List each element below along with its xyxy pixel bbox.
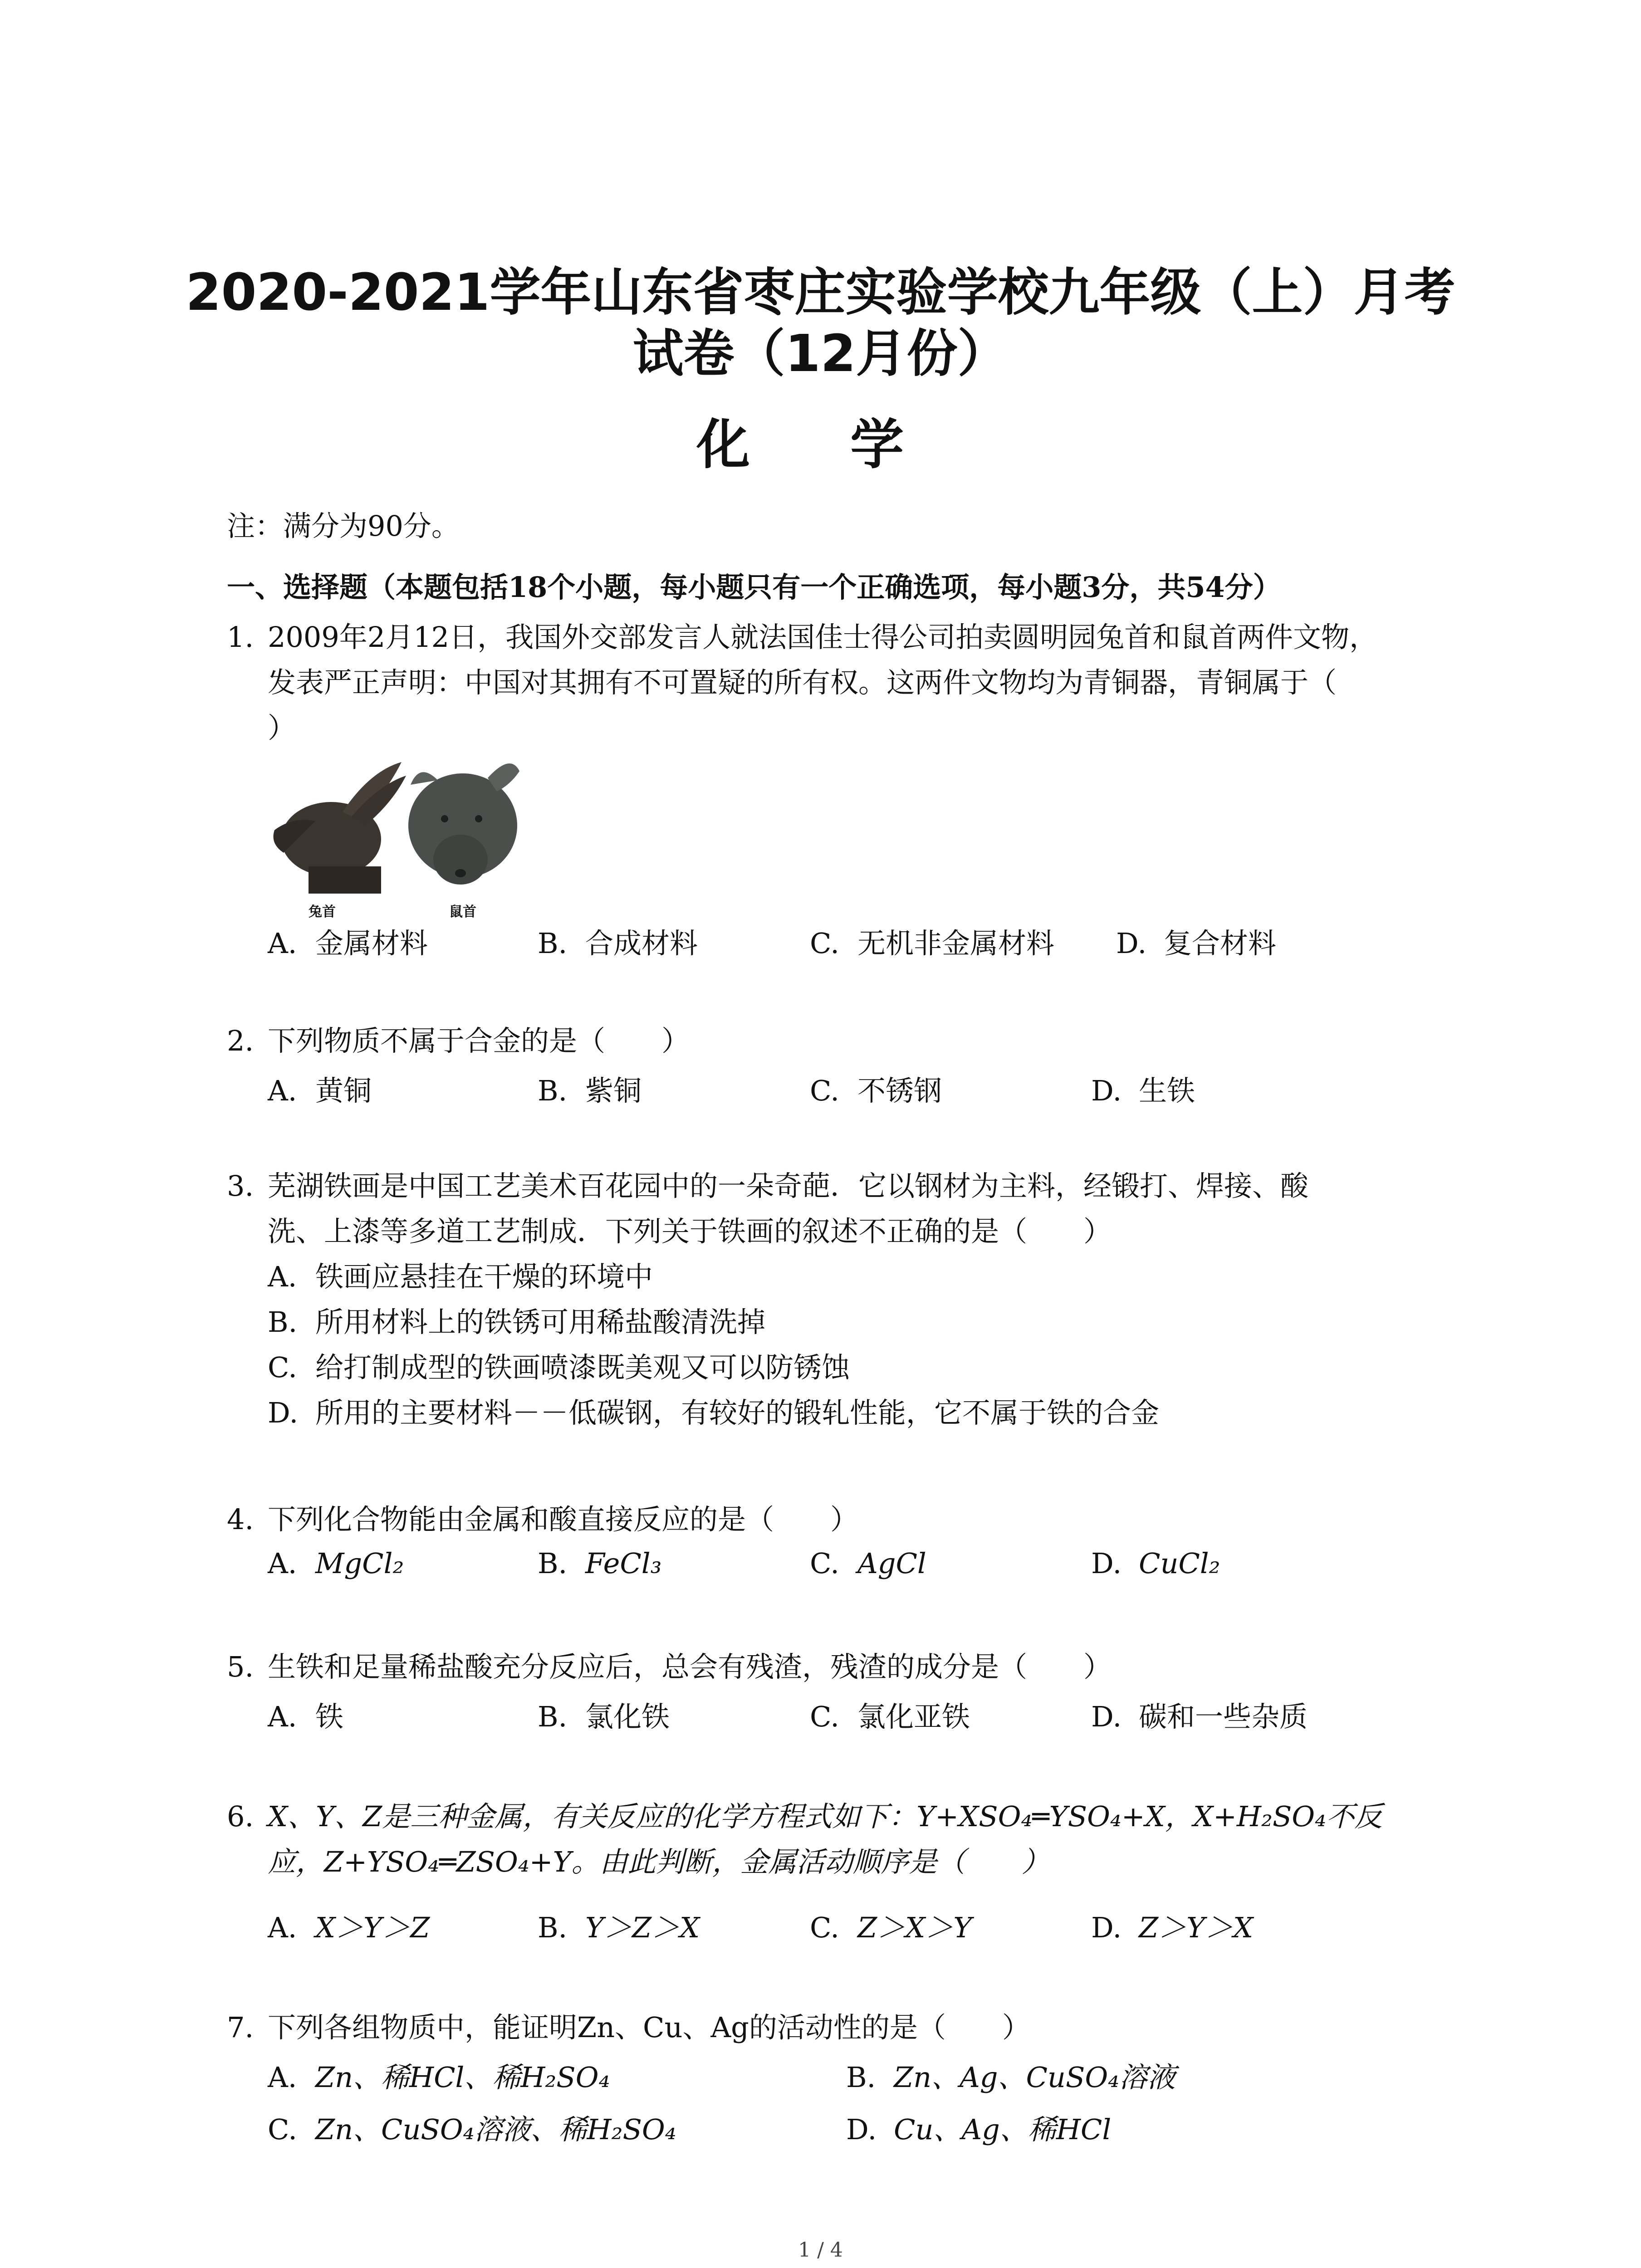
option-text: Zn、CuSO₄溶液、稀H₂SO₄ — [315, 2113, 676, 2146]
question-text: 生铁和足量稀盐酸充分反应后，总会有残渣，残渣的成分是（ ） — [268, 1650, 1112, 1683]
question-text: ） — [268, 711, 296, 744]
option-text: 所用的主要材料－－低碳钢，有较好的锻轧性能，它不属于铁的合金 — [315, 1396, 1160, 1429]
option-text: X＞Y＞Z — [315, 1911, 430, 1944]
option-label: D. — [268, 1396, 299, 1429]
question-text: 芜湖铁画是中国工艺美术百花园中的一朵奇葩．它以钢材为主料，经锻打、焊接、酸 — [268, 1169, 1309, 1202]
question-number: 6. — [227, 1800, 254, 1833]
option-text: 合成材料 — [585, 927, 698, 960]
question-text: 下列物质不属于合金的是（ ） — [268, 1024, 690, 1057]
option-text: AgCl — [857, 1547, 926, 1580]
option-text: FeCl₃ — [585, 1547, 662, 1580]
option-label: A. — [268, 927, 297, 960]
option-label: C. — [268, 1351, 297, 1384]
option-text: 黄铜 — [315, 1074, 372, 1107]
section-heading: 一、选择题（本题包括18个小题，每小题只有一个正确选项，每小题3分，共54分） — [227, 571, 1281, 604]
question-6 — [227, 1794, 1429, 1885]
option-label: B. — [538, 1074, 568, 1107]
option-label: B. — [268, 1305, 298, 1339]
artifact-image — [265, 753, 524, 921]
question-number: 5. — [227, 1650, 254, 1683]
option-label: D. — [1091, 1700, 1122, 1733]
option-text: Zn、稀HCl、稀H₂SO₄ — [315, 2061, 610, 2094]
option-text: 金属材料 — [315, 927, 428, 960]
option-label: D. — [1091, 1547, 1122, 1580]
option-text: Y＞Z＞X — [585, 1911, 700, 1944]
option-label: B. — [538, 927, 568, 960]
option-label: C. — [810, 927, 839, 960]
question-5 — [227, 1644, 1429, 1690]
question-number: 2. — [227, 1024, 254, 1057]
option-text: 紫铜 — [585, 1074, 642, 1107]
question-text: X、Y、Z是三种金属，有关反应的化学方程式如下：Y+XSO₄═YSO₄+X，X+H₂SO₄不反 — [268, 1800, 1382, 1833]
question-3 — [227, 1163, 1429, 1436]
question-number: 3. — [227, 1169, 254, 1202]
option-text: 给打制成型的铁画喷漆既美观又可以防锈蚀 — [315, 1351, 850, 1384]
question-2 — [227, 1018, 1429, 1064]
question-number: 4. — [227, 1503, 254, 1536]
option-c — [227, 1345, 1429, 1390]
option-label: A. — [268, 1547, 297, 1580]
option-b — [227, 1300, 1429, 1345]
question-4 — [227, 1497, 1429, 1542]
option-text: 铁画应悬挂在干燥的环境中 — [315, 1260, 653, 1293]
page-title-line2: 试卷（12月份） — [632, 324, 1009, 383]
score-note: 注：满分为90分。 — [227, 509, 460, 543]
option-text: 生铁 — [1139, 1074, 1195, 1107]
subject-heading: 化 学 — [696, 413, 945, 476]
option-label: D. — [1116, 927, 1147, 960]
option-label: B. — [538, 1911, 568, 1944]
rabbit-and-rat-heads-icon — [265, 753, 524, 903]
option-label: C. — [810, 1547, 839, 1580]
question-1 — [227, 615, 1429, 751]
question-text: 洗、上漆等多道工艺制成．下列关于铁画的叙述不正确的是（ ） — [268, 1215, 1112, 1248]
question-text: 下列化合物能由金属和酸直接反应的是（ ） — [268, 1503, 859, 1536]
page-number: 1 / 4 — [798, 2239, 843, 2262]
image-caption: 兔首 — [309, 904, 336, 920]
option-text: 铁 — [315, 1700, 344, 1733]
option-label: C. — [268, 2113, 297, 2146]
option-label: B. — [538, 1547, 568, 1580]
option-label: D. — [1091, 1074, 1122, 1107]
option-text: MgCl₂ — [315, 1547, 404, 1580]
option-label: D. — [1091, 1911, 1122, 1944]
option-text: Zn、Ag、CuSO₄溶液 — [894, 2061, 1176, 2094]
option-label: D. — [846, 2113, 877, 2146]
option-text: 复合材料 — [1164, 927, 1277, 960]
option-a — [227, 1254, 1429, 1300]
question-text: 下列各组物质中，能证明Zn、Cu、Ag的活动性的是（ ） — [268, 2011, 1030, 2044]
option-label: A. — [268, 1260, 297, 1293]
option-label: A. — [268, 2061, 297, 2094]
option-label: A. — [268, 1074, 297, 1107]
question-7 — [227, 2005, 1429, 2050]
option-text: CuCl₂ — [1139, 1547, 1220, 1580]
image-caption: 鼠首 — [449, 904, 476, 920]
question-number: 1. — [227, 621, 254, 654]
option-text: Z＞X＞Y — [857, 1911, 972, 1944]
option-label: B. — [846, 2061, 876, 2094]
option-text: 所用材料上的铁锈可用稀盐酸清洗掉 — [315, 1305, 766, 1339]
option-label: C. — [810, 1911, 839, 1944]
option-text: 无机非金属材料 — [857, 927, 1055, 960]
option-text: 氯化铁 — [585, 1700, 670, 1733]
option-text: Cu、Ag、稀HCl — [894, 2113, 1112, 2146]
option-label: C. — [810, 1074, 839, 1107]
option-text: Z＞Y＞X — [1139, 1911, 1254, 1944]
option-label: B. — [538, 1700, 568, 1733]
option-label: A. — [268, 1911, 297, 1944]
question-text: 2009年2月12日，我国外交部发言人就法国佳士得公司拍卖圆明园兔首和鼠首两件文物， — [268, 621, 1378, 654]
question-text: 应，Z+YSO₄═ZSO₄+Y。由此判断，金属活动顺序是（ ） — [268, 1845, 1050, 1878]
page-title: 2020-2021学年山东省枣庄实验学校九年级（上）月考 — [186, 263, 1455, 322]
question-number: 7. — [227, 2011, 254, 2044]
option-text: 不锈钢 — [857, 1074, 942, 1107]
option-text: 碳和一些杂质 — [1139, 1700, 1308, 1733]
option-label: C. — [810, 1700, 839, 1733]
option-text: 氯化亚铁 — [857, 1700, 970, 1733]
option-d — [227, 1390, 1429, 1436]
question-text: 发表严正声明：中国对其拥有不可置疑的所有权。这两件文物均为青铜器，青铜属于（ — [268, 666, 1337, 699]
option-label: A. — [268, 1700, 297, 1733]
